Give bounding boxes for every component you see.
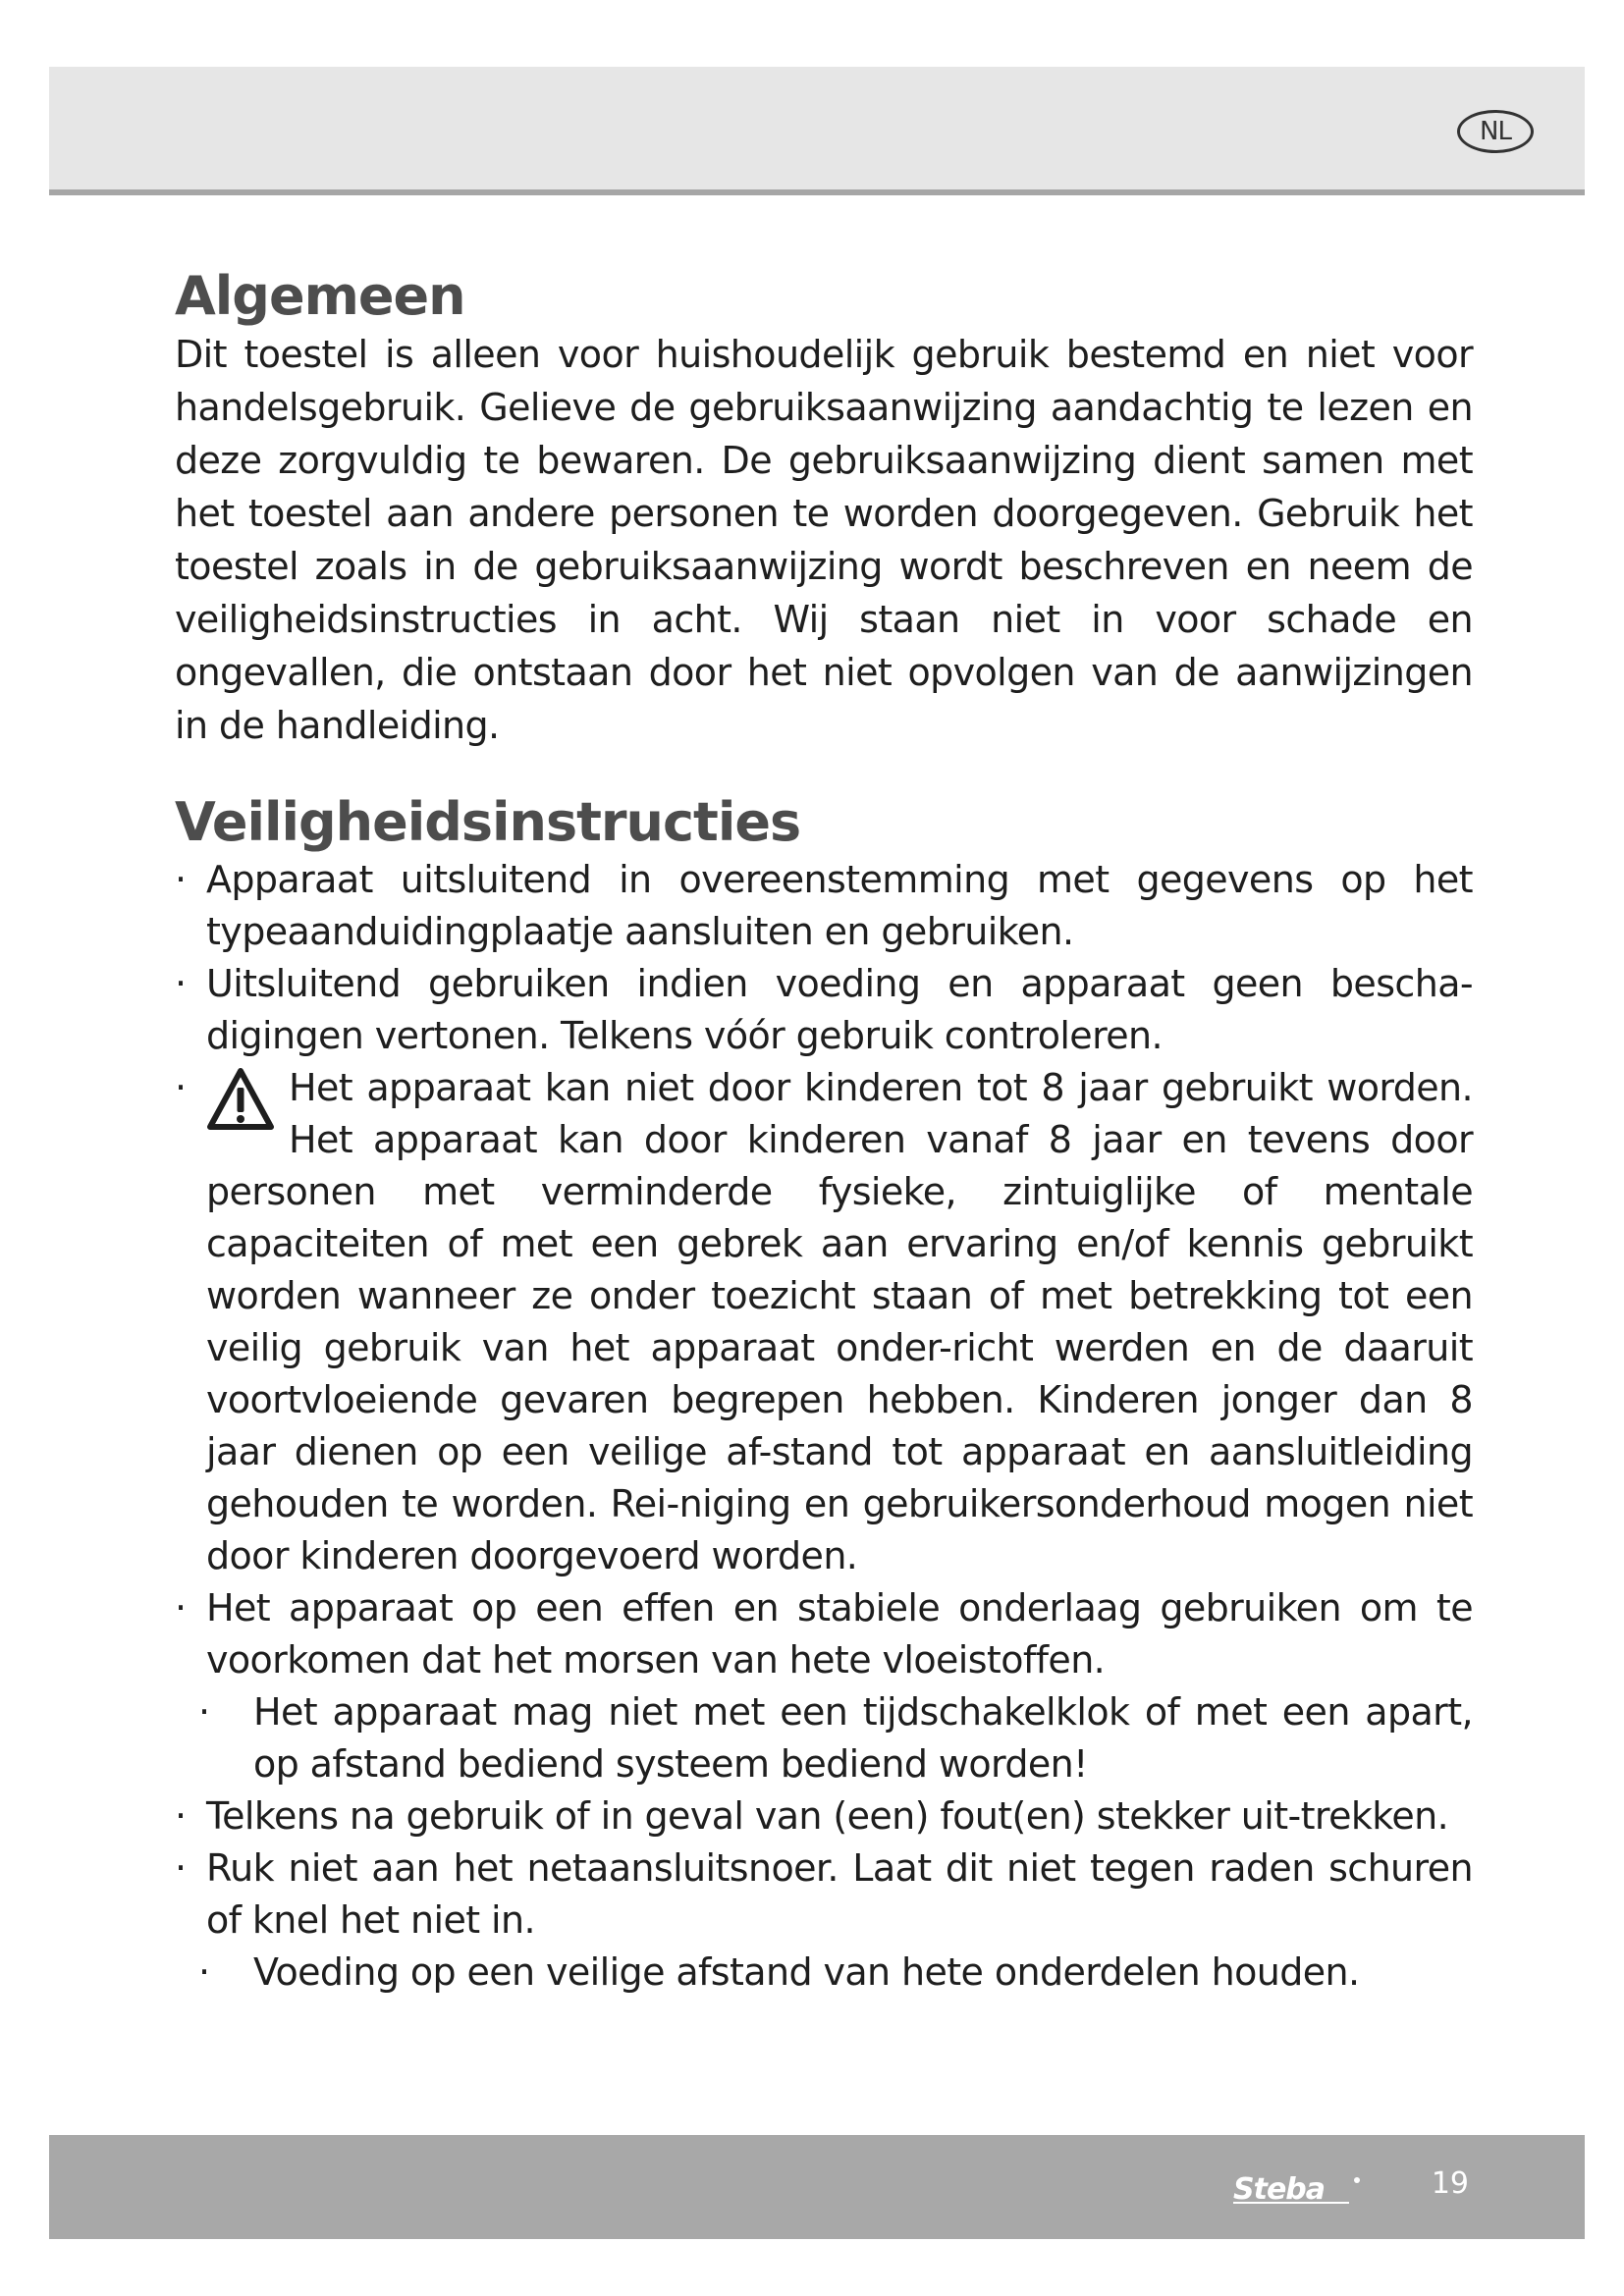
- brand-logo: [1231, 2172, 1388, 2206]
- safety-list: [175, 854, 1473, 1999]
- bullet-dot: ·: [175, 1066, 187, 1109]
- list-item: [175, 854, 1473, 958]
- general-paragraph: Dit toestel is alleen voor huishoudelijk gebruik bestemd en niet voor handelsgebruik. Gelieve de gebruiksaanwijzing aandachtig te lezen en deze zorgvuldig te bewaren. De gebruiksaanwijzing dient samen met het toestel aan andere personen te worden doorgegeven. Gebruik het toestel zoals in de gebruiksaanwijzing wordt beschreven en neem de veiligheidsinstructies in acht. Wij staan niet in voor schade en ongevallen, die ontstaan door het niet opvolgen van de aanwijzingen in de handleiding.: [175, 333, 1473, 747]
- list-item-text: Het apparaat op een effen en stabiele onderlaag gebruiken om te voorkomen dat het morsen van hete vloeistoffen.: [206, 1586, 1473, 1682]
- bullet-dot: ·: [175, 1586, 187, 1629]
- list-item-text: Telkens na gebruik of in geval van (een) fout(en) stekker uit-trekken.: [206, 1794, 1449, 1838]
- bullet-dot: ·: [175, 1794, 187, 1838]
- list-item-text: Het apparaat kan niet door kinderen tot 8 jaar gebruikt worden. Het apparaat kan door kinderen vanaf 8 jaar en tevens door personen met verminderde fysieke, zintuiglijke of mentale capaciteiten of met een gebrek aan ervaring en/of kennis gebruikt worden wanneer ze onder toezicht staan of met betrekking tot een veilig gebruik van het apparaat onder-richt werden en de daaruit voortvloeiende gevaren begrepen hebben. Kinderen jonger dan 8 jaar dienen op een veilige af-stand tot apparaat en aansluitleiding gehouden te worden. Rei-niging en gebruikersonderhoud mogen niet door kinderen doorgevoerd worden.: [206, 1066, 1473, 1577]
- list-item: [175, 1686, 1473, 1790]
- svg-text:Steba: Steba: [1233, 2172, 1326, 2206]
- language-badge: NL: [1457, 110, 1534, 153]
- list-item-text: Voeding op een veilige afstand van hete onderdelen houden.: [253, 1950, 1360, 1994]
- bullet-dot: ·: [198, 1950, 210, 1994]
- list-item-text: Apparaat uitsluitend in overeenstemming met gegevens op het typeaanduidingplaatje aansluiten en gebruiken.: [206, 858, 1473, 953]
- bullet-dot: ·: [175, 1846, 187, 1890]
- bullet-dot: ·: [175, 858, 187, 901]
- list-item: [175, 1842, 1473, 1947]
- page-number: 19: [1431, 2166, 1469, 2201]
- page-content: [175, 265, 1473, 1999]
- list-item-text: Het apparaat mag niet met een tijdschakelklok of met een apart, op afstand bediend systeem bediend worden!: [253, 1690, 1473, 1786]
- section-title-safety: Veiligheidsinstructies: [175, 791, 801, 853]
- list-item-text: Uitsluitend gebruiken indien voeding en apparaat geen bescha-digingen vertonen. Telkens vóór gebruik controleren.: [206, 962, 1473, 1057]
- footer-band: [49, 2135, 1585, 2239]
- list-item: [175, 1790, 1473, 1842]
- bullet-dot: ·: [198, 1690, 210, 1734]
- list-item: [175, 1947, 1473, 1999]
- warning-triangle-icon: [206, 1066, 275, 1133]
- section-title-general: Algemeen: [175, 265, 465, 327]
- list-item: [175, 958, 1473, 1062]
- header-band: [49, 67, 1585, 195]
- list-item: [175, 1062, 1473, 1582]
- list-item: [175, 1582, 1473, 1686]
- list-item-text: Ruk niet aan het netaansluitsnoer. Laat dit niet tegen raden schuren of knel het niet in.: [206, 1846, 1473, 1942]
- bullet-dot: ·: [175, 962, 187, 1005]
